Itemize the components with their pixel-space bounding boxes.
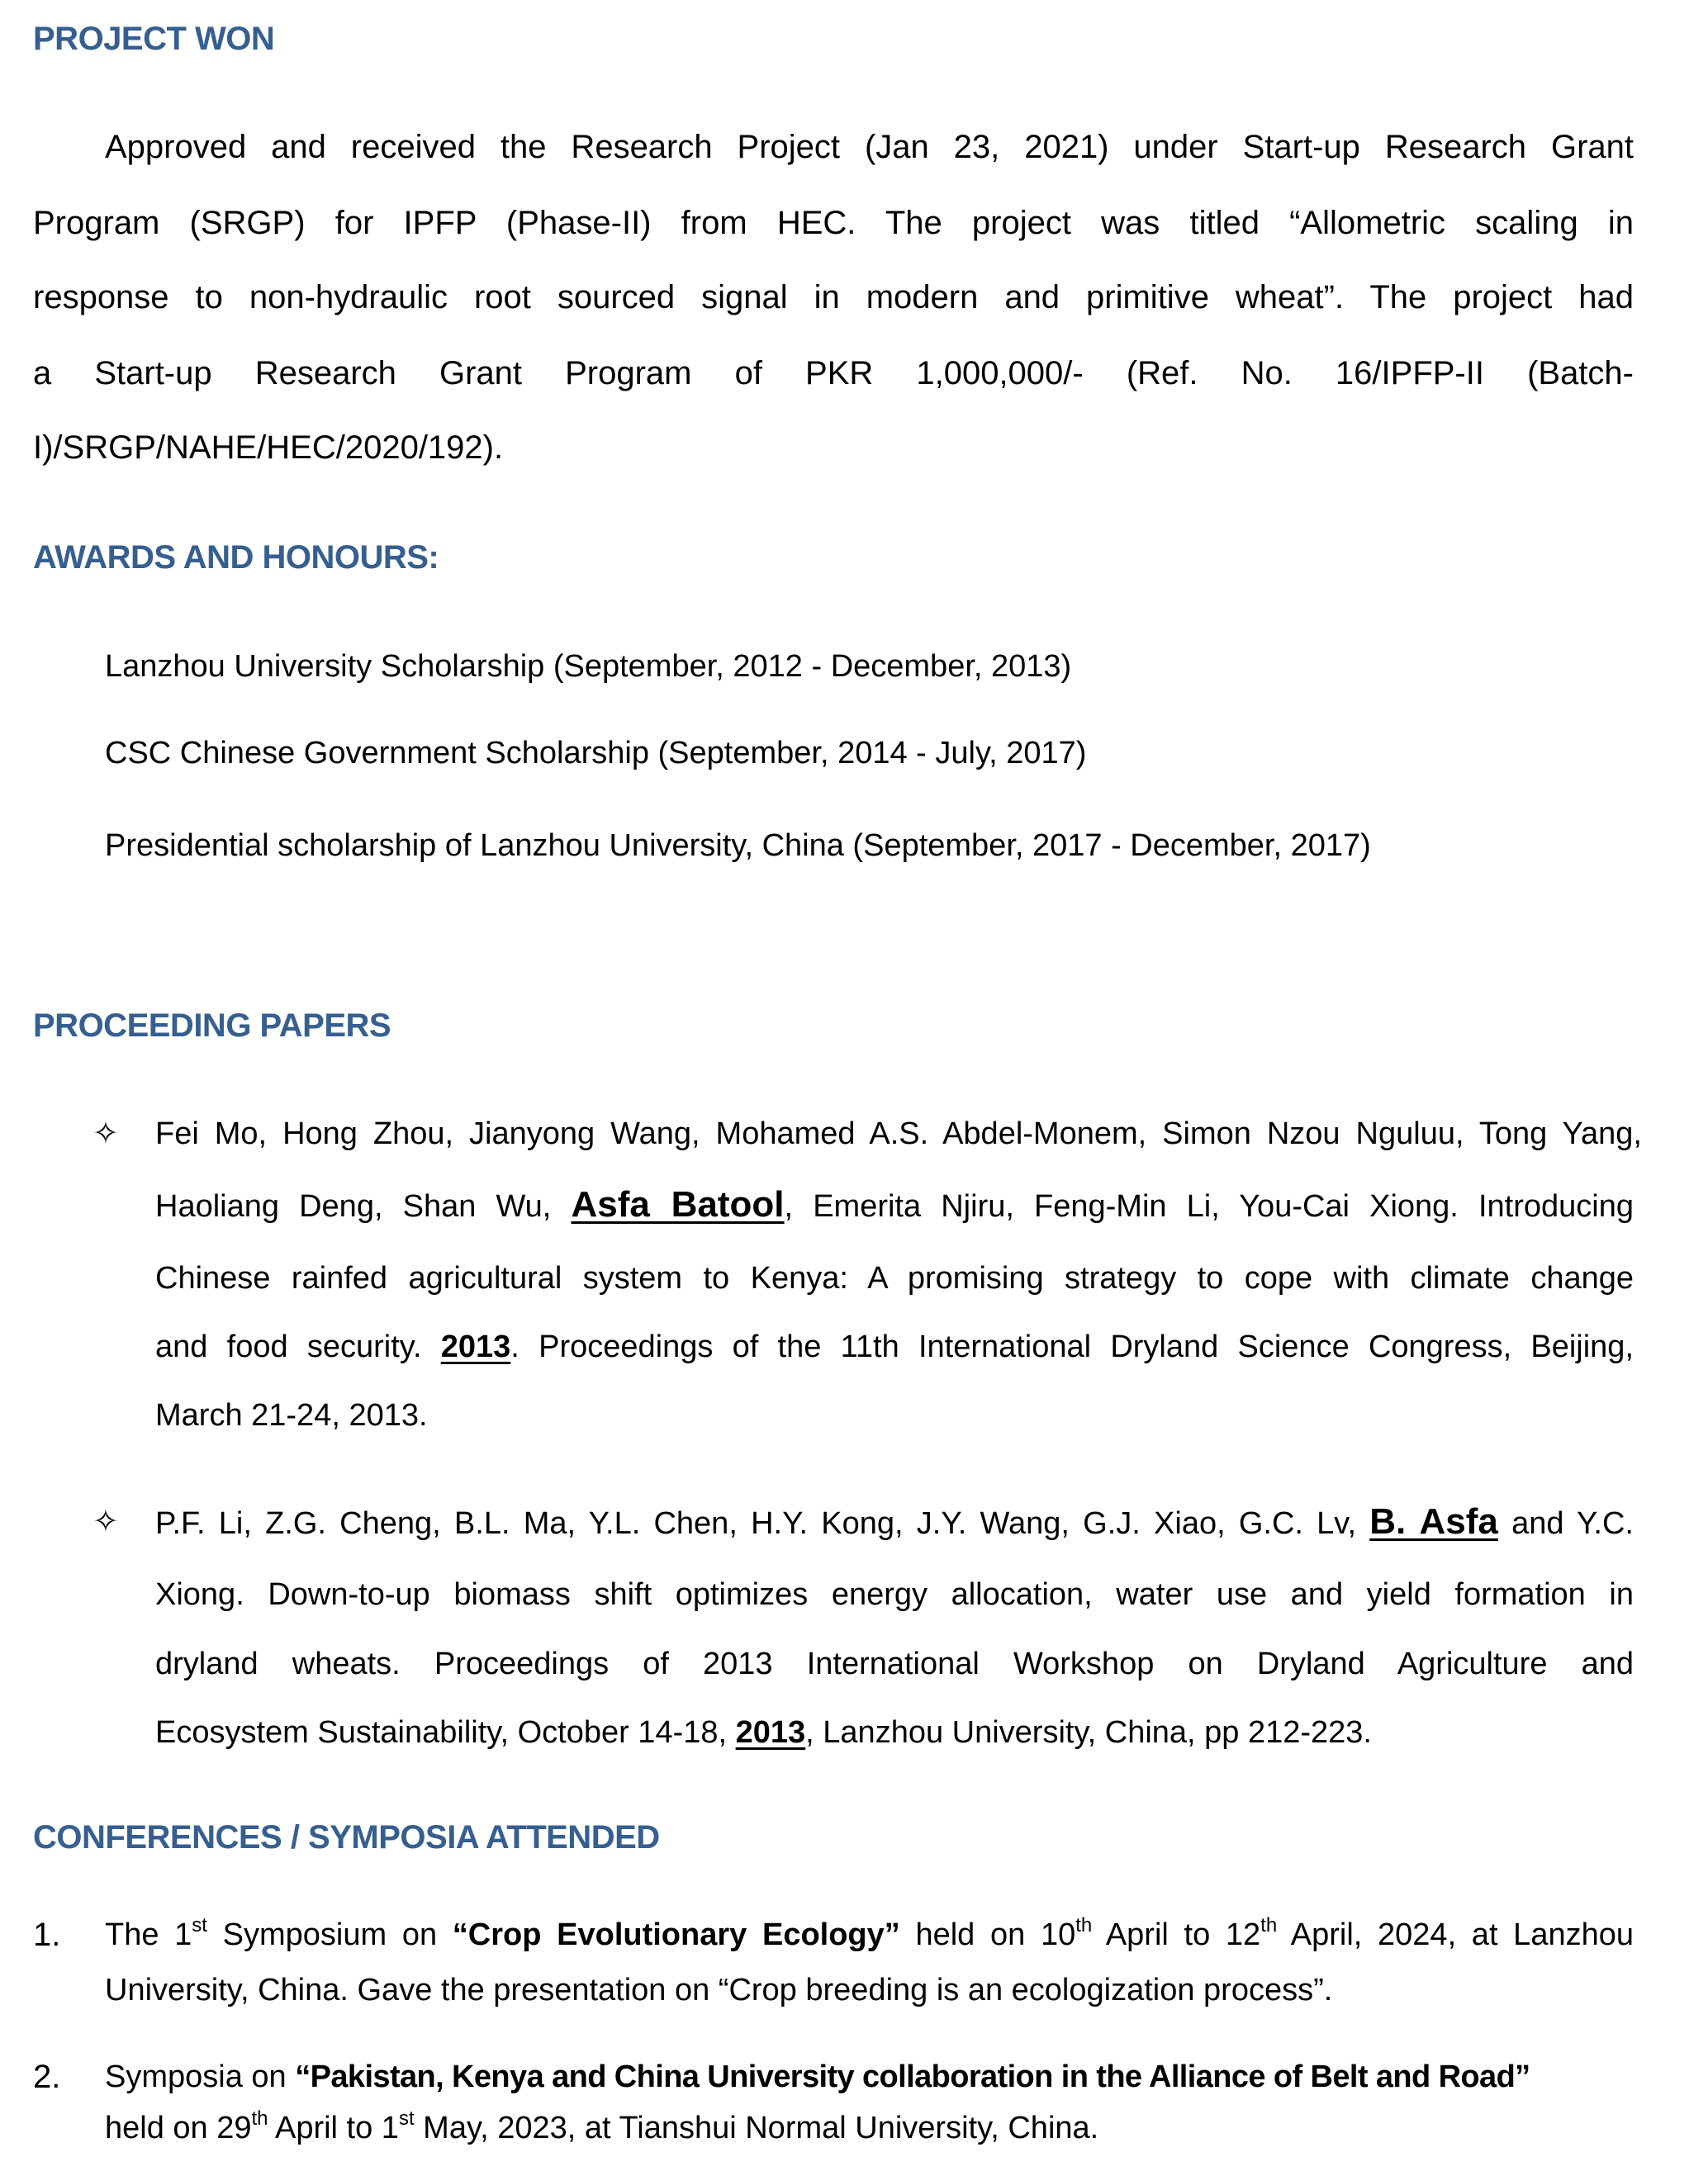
highlighted-author: Asfa Batool bbox=[571, 1184, 785, 1225]
superscript: th bbox=[1260, 1914, 1278, 1936]
text: Ecosystem Sustainability, October 14-18, bbox=[155, 1715, 728, 1750]
conference-line: University, China. Gave the presentation on “Crop breeding is an ecologization process”. bbox=[105, 1973, 1333, 2007]
text: May, 2023, at Tianshui Normal University, China. bbox=[414, 2111, 1099, 2145]
conference-line bbox=[105, 2057, 1634, 2097]
highlighted-year: 2013 bbox=[440, 1330, 511, 1364]
proceeding-line bbox=[155, 1185, 1634, 1226]
proceeding-line bbox=[155, 1327, 1634, 1367]
heading-proceedings: PROCEEDING PAPERS bbox=[33, 1007, 391, 1044]
text: . Proceedings of the 11th International Dryland Science Congress, Beijing, bbox=[510, 1330, 1634, 1364]
text: Symposium on bbox=[206, 1917, 453, 1952]
text: Haoliang Deng, Shan Wu, bbox=[155, 1189, 552, 1224]
award-item: Lanzhou University Scholarship (September, 2012 - December, 2013) bbox=[105, 649, 1072, 684]
heading-conferences: CONFERENCES / SYMPOSIA ATTENDED bbox=[33, 1819, 660, 1856]
conference-line bbox=[105, 2108, 1098, 2148]
heading-awards: AWARDS AND HONOURS: bbox=[33, 539, 439, 576]
proceeding-line bbox=[155, 1502, 1634, 1543]
text: P.F. Li, Z.G. Cheng, B.L. Ma, Y.L. Chen, H.Y. Kong, J.Y. Wang, G.J. Xiao, G.C. Lv, bbox=[155, 1506, 1357, 1541]
award-item: CSC Chinese Government Scholarship (September, 2014 - July, 2017) bbox=[105, 736, 1087, 770]
superscript: st bbox=[398, 2107, 415, 2130]
conference-line bbox=[105, 1915, 1634, 1955]
star-bullet-icon: ✧ bbox=[93, 1505, 119, 1539]
text: The 1 bbox=[105, 1917, 192, 1952]
highlighted-year: 2013 bbox=[735, 1715, 806, 1750]
proceeding-line: Xiong. Down-to-up biomass shift optimizes energy allocation, water use and yield formation in bbox=[155, 1577, 1634, 1612]
proceeding-line: Chinese rainfed agricultural system to Kenya: A promising strategy to cope with climate change bbox=[155, 1261, 1634, 1296]
superscript: th bbox=[251, 2107, 268, 2130]
text: , Emerita Njiru, Feng-Min Li, You-Cai Xiong. Introducing bbox=[784, 1189, 1634, 1224]
paragraph-line: response to non-hydraulic root sourced signal in modern and primitive wheat”. The project had bbox=[33, 279, 1634, 315]
text: and food security. bbox=[155, 1330, 422, 1364]
paragraph-line: I)/SRGP/NAHE/HEC/2020/192). bbox=[33, 429, 504, 466]
conference-title: “Pakistan, Kenya and China University collaboration in the Alliance of Belt and Road” bbox=[295, 2060, 1530, 2094]
proceeding-line: Fei Mo, Hong Zhou, Jianyong Wang, Mohamed A.S. Abdel-Monem, Simon Nzou Nguluu, Tong Yang, bbox=[155, 1116, 1642, 1151]
text: held on 29 bbox=[105, 2111, 252, 2145]
superscript: th bbox=[1075, 1914, 1093, 1936]
text: Symposia on bbox=[105, 2060, 296, 2094]
list-number: 1. bbox=[33, 1917, 61, 1953]
text: April to 1 bbox=[268, 2111, 399, 2145]
text: , Lanzhou University, China, pp 212-223. bbox=[805, 1715, 1372, 1750]
proceeding-line: March 21-24, 2013. bbox=[155, 1398, 428, 1433]
award-item: Presidential scholarship of Lanzhou University, China (September, 2017 - December, 2017) bbox=[105, 828, 1371, 863]
text: April, 2024, at Lanzhou bbox=[1277, 1917, 1634, 1952]
highlighted-author: B. Asfa bbox=[1369, 1501, 1498, 1542]
superscript: st bbox=[192, 1914, 207, 1936]
heading-project-won: PROJECT WON bbox=[33, 21, 275, 57]
paragraph-line: Approved and received the Research Project (Jan 23, 2021) under Start-up Research Grant bbox=[105, 129, 1634, 165]
text: and Y.C. bbox=[1511, 1506, 1634, 1541]
conference-title: “Crop Evolutionary Ecology” bbox=[452, 1917, 900, 1952]
proceeding-line: dryland wheats. Proceedings of 2013 International Workshop on Dryland Agriculture and bbox=[155, 1647, 1634, 1681]
list-number: 2. bbox=[33, 2059, 61, 2095]
star-bullet-icon: ✧ bbox=[93, 1116, 119, 1151]
text: held on 10 bbox=[899, 1917, 1076, 1952]
text: April to 12 bbox=[1092, 1917, 1261, 1952]
proceeding-line bbox=[155, 1713, 1372, 1752]
paragraph-line: Program (SRGP) for IPFP (Phase-II) from HEC. The project was titled “Allometric scaling in bbox=[33, 205, 1634, 241]
paragraph-line: a Start-up Research Grant Program of PKR 1,000,000/- (Ref. No. 16/IPFP-II (Batch- bbox=[33, 355, 1634, 391]
